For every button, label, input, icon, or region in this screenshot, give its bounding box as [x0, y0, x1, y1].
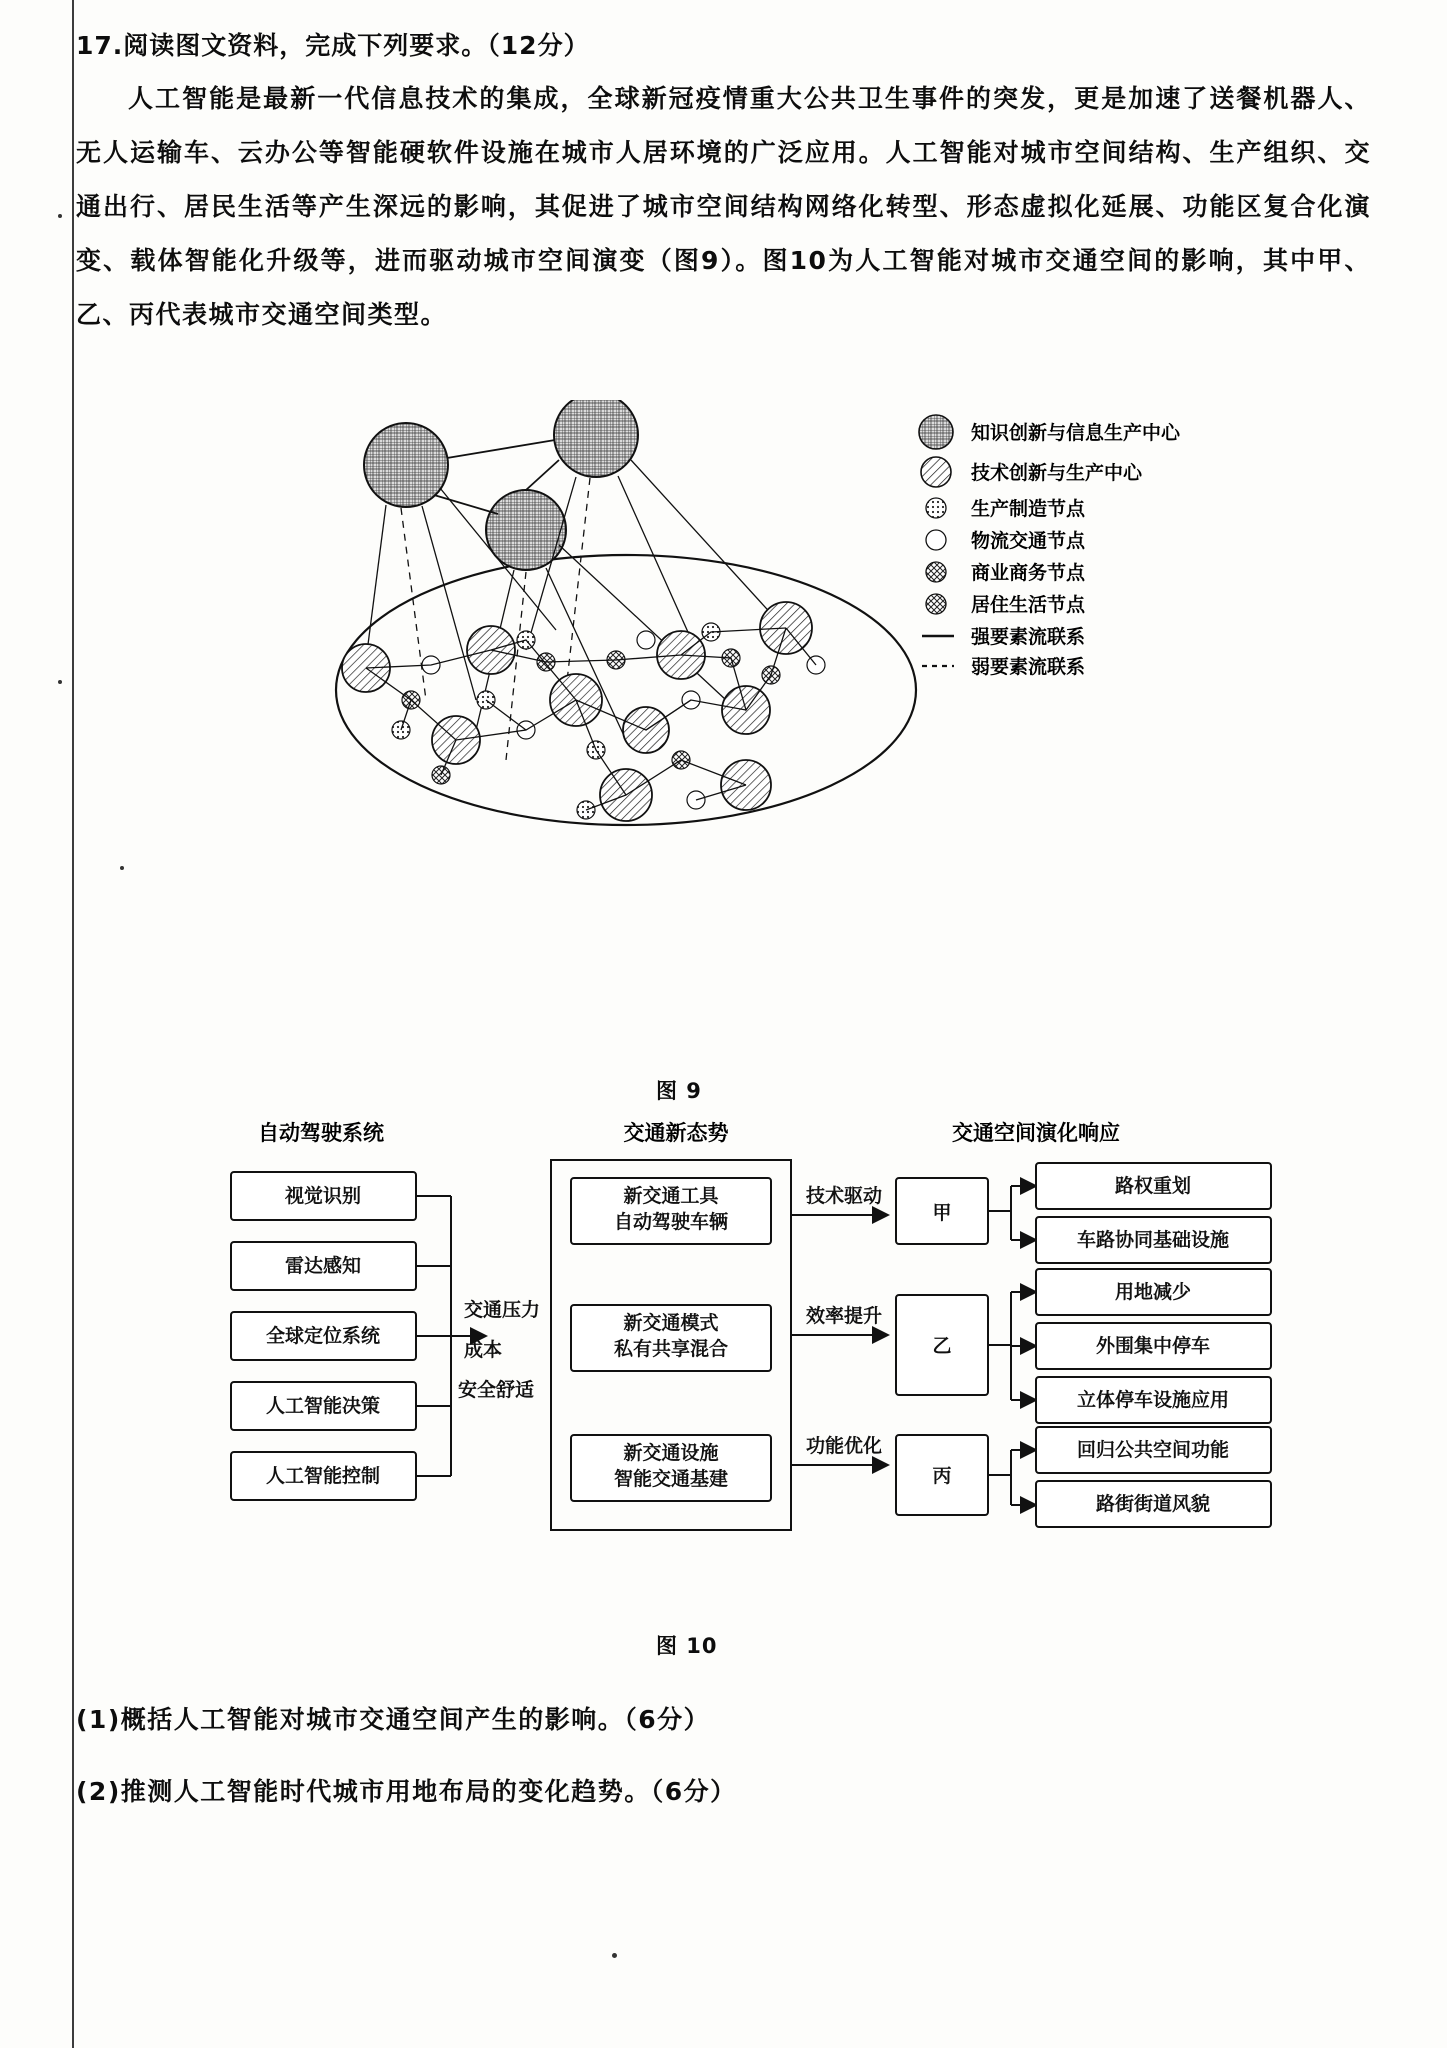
col3-item-1-2: 车路协同基础设施 [1076, 1229, 1230, 1251]
upper-level-nodes [364, 400, 638, 570]
legend-label-living-node: 居住生活节点 [971, 594, 1086, 616]
col2-side-label-3: 安全舒适 [458, 1379, 535, 1401]
col1-item-3: 全球定位系统 [265, 1325, 381, 1347]
figure10-column-title-2: 交通新态势 [623, 1121, 729, 1145]
col3-group-label-2: 乙 [932, 1335, 952, 1357]
question-paragraph: 人工智能是最新一代信息技术的集成，全球新冠疫情重大公共卫生事件的突发，更是加速了送餐机器人、无人运输车、云办公等智能硬软件设施在城市人居环境的广泛应用。人工智能对城市空间结构、生产组织、交通出行、居民生活等产生深远的影响，其促进了城市空间结构网络化转型、形态虚拟化延展、功能区复合化演变、载体智能化升级等，进而驱动城市空间演变（图9）。图10为人工智能对城市交通空间的影响，其中甲、乙、丙代表城市交通空间类型。 [76, 84, 1371, 329]
col2-side-label-1: 交通压力 [464, 1299, 541, 1321]
legend-business-node-icon [926, 562, 946, 582]
figure10-column-title-3: 交通空间演化响应 [952, 1121, 1120, 1145]
col3-item-3-2: 路街街道风貌 [1095, 1493, 1211, 1515]
sub-question-1: (1)概括人工智能对城市交通空间产生的影响。（6分） [76, 1705, 711, 1734]
sub-question-2: (2)推测人工智能时代城市用地布局的变化趋势。（6分） [76, 1777, 737, 1806]
question-number-line: 17.阅读图文资料，完成下列要求。（12分） [76, 31, 590, 60]
col3-item-3-1: 回归公共空间功能 [1076, 1439, 1230, 1461]
mid-arrow-label-2: 效率提升 [806, 1305, 883, 1327]
mid-arrow-label-3: 功能优化 [806, 1435, 883, 1457]
figure10-col3-connectors [988, 1186, 1034, 1505]
col2-item-2-line2: 私有共享混合 [613, 1338, 729, 1360]
legend-label-business-node: 商业商务节点 [971, 562, 1086, 584]
col2-item-3-line1: 新交通设施 [623, 1442, 719, 1464]
col3-item-2-3: 立体停车设施应用 [1076, 1389, 1230, 1411]
legend-tech-center-icon [921, 457, 951, 487]
legend-logistics-node-icon [926, 530, 946, 550]
page-left-rule [72, 0, 74, 2048]
col2-item-2-line1: 新交通模式 [623, 1312, 719, 1334]
legend-label-strong-link: 强要素流联系 [971, 626, 1086, 648]
col3-group-label-1: 甲 [932, 1202, 952, 1224]
scan-speck-1 [58, 214, 62, 218]
legend-label-tech-center: 技术创新与生产中心 [971, 462, 1143, 484]
legend-label-logistics-node: 物流交通节点 [971, 530, 1086, 552]
figure10-col2-boxes [571, 1178, 771, 1501]
figure-9-caption: 图 9 [656, 1079, 702, 1103]
figure10-col1-brace [416, 1196, 484, 1476]
figure10-col3-groups [896, 1178, 988, 1515]
col3-item-2-1: 用地减少 [1114, 1281, 1192, 1303]
scan-speck-2 [58, 680, 62, 684]
figure-10-caption: 图 10 [656, 1634, 718, 1658]
legend-label-weak-link: 弱要素流联系 [971, 656, 1086, 678]
mid-arrow-label-1: 技术驱动 [806, 1185, 883, 1207]
col2-side-label-2: 成本 [464, 1339, 503, 1361]
figure10-mid-arrows [791, 1215, 886, 1465]
col3-item-1-1: 路权重划 [1114, 1175, 1192, 1197]
legend-knowledge-center-icon [919, 415, 953, 449]
legend-living-node-icon [926, 594, 946, 614]
figure-9 [226, 400, 1286, 840]
col1-item-4: 人工智能决策 [265, 1395, 381, 1417]
col1-item-5: 人工智能控制 [265, 1465, 381, 1487]
col2-item-3-line2: 智能交通基建 [613, 1468, 729, 1490]
col1-item-1: 视觉识别 [284, 1185, 362, 1207]
figure10-col1-boxes [231, 1172, 416, 1500]
figure-10 [206, 1120, 1336, 1620]
figure10-column-title-1: 自动驾驶系统 [258, 1121, 384, 1145]
figure-9-legend [919, 415, 1181, 678]
page-content [76, 0, 1416, 2048]
col3-group-label-3: 丙 [932, 1465, 952, 1487]
legend-production-node-icon [926, 498, 946, 518]
col2-item-1-line1: 新交通工具 [623, 1185, 719, 1207]
scan-speck-4 [612, 1953, 617, 1958]
figure10-col3-leaf-boxes [1036, 1163, 1271, 1527]
col3-item-2-2: 外围集中停车 [1095, 1335, 1211, 1357]
legend-label-knowledge-center: 知识创新与信息生产中心 [971, 422, 1181, 444]
col2-item-1-line2: 自动驾驶车辆 [613, 1211, 729, 1233]
col1-item-2: 雷达感知 [284, 1255, 362, 1277]
legend-label-production-node: 生产制造节点 [971, 498, 1086, 520]
scan-speck-3 [120, 866, 124, 870]
